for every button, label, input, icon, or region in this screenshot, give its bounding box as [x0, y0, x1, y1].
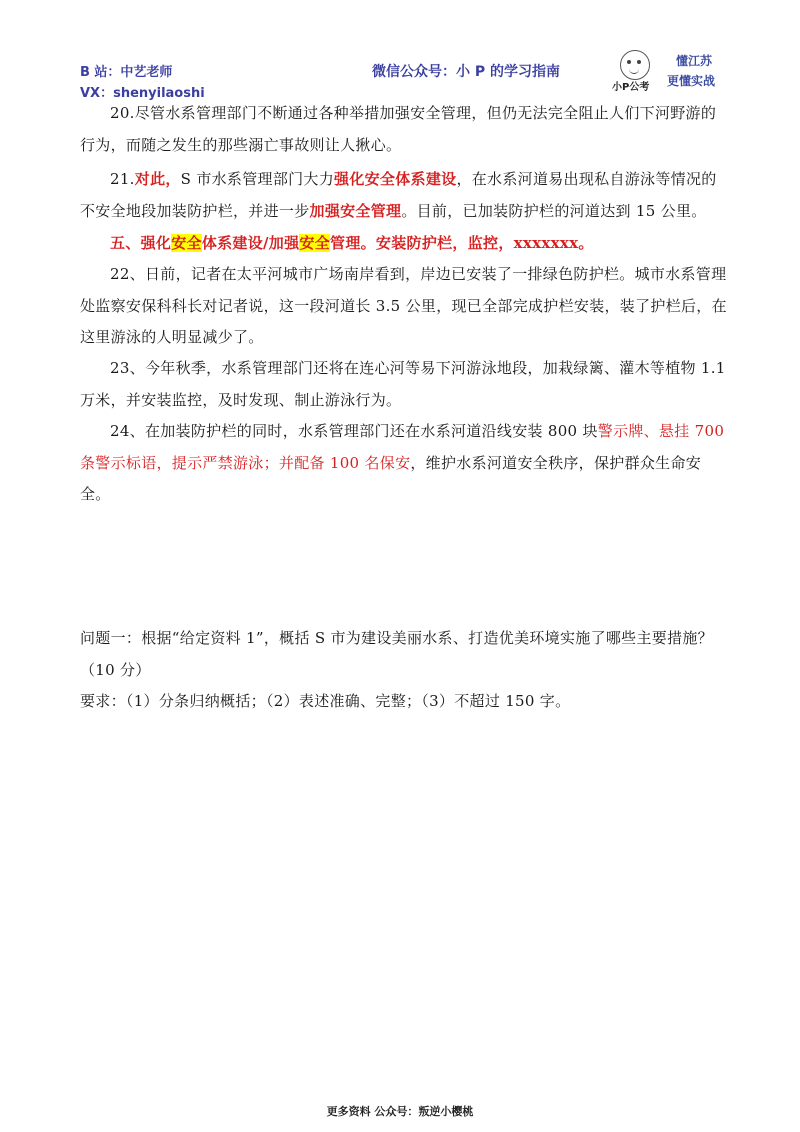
- note5-highlight-2: 安全: [299, 234, 331, 252]
- answer-note-5: [80, 228, 730, 260]
- question-1: 问题一：根据“给定资料 1”，概括 S 市为建设美丽水系、打造优美环境实施了哪些主要措施？（10 分）: [80, 629, 713, 679]
- paragraph-23: 23、今年秋季，水系管理部门还将在连心河等易下河游泳地段，加栽绿篱、灌木等植物 1.1 万米，并安装监控，及时发现、制止游泳行为。: [80, 359, 726, 409]
- p21-number: 21.: [110, 170, 135, 188]
- logo-slogan-1: 懂江苏: [676, 54, 713, 68]
- p21-text-3: 。目前，已加装防护栏的河道达到 15 公里。: [401, 201, 707, 220]
- note5-part-2: 体系建设/加强: [201, 234, 300, 252]
- p24-key: 警示牌、悬挂 700 条警示标语，提示严禁游泳；并配备 100 名保安: [80, 422, 725, 472]
- cartoon-face-icon: [620, 50, 650, 80]
- official-account-label: 微信公众号：小 P 的学习指南: [372, 64, 561, 80]
- p21-key-1: 强化安全体系建设: [334, 170, 457, 188]
- brand-logo: [612, 50, 732, 94]
- paragraph-20: 20.尽管水系管理部门不断通过各种举措加强安全管理，但仍无法完全阻止人们下河野游的行为，而随之发生的那些溺亡事故则让人揪心。: [80, 104, 717, 154]
- logo-brand: 小P公考: [612, 82, 650, 93]
- wechat-id-label: VX：shenyilaoshi: [80, 86, 205, 101]
- question-requirements: 要求：（1）分条归纳概括；（2）表述准确、完整；（3）不超过 150 字。: [80, 692, 571, 710]
- note5-part-3: 管理。安装防护栏，监控，xxxxxxx。: [330, 234, 594, 252]
- paragraph-24: [80, 416, 730, 511]
- paragraph-21: [80, 164, 730, 227]
- p21-lead: 对此，: [134, 170, 181, 188]
- p24-text-2: ，维护水系河道安全秩序，保护群众生命安全。: [80, 453, 702, 503]
- p21-key-2: 加强安全管理: [309, 201, 402, 220]
- p21-text-2: ，在水系河道易出现私自游泳等情况的不安全地段加装防护栏，并进一步: [80, 170, 717, 220]
- page-footer: 更多资料 公众号：叛逆小樱桃: [326, 1105, 474, 1118]
- note5-highlight-1: 安全: [171, 234, 202, 252]
- paragraph-22: 22、日前，记者在太平河城市广场南岸看到，岸边已安装了一排绿色防护栏。城市水系管理处监察安保科科长对记者说，这一段河道长 3.5 公里，现已全部完成护栏安装，装了护栏后，在这里游泳的人明显减少了。: [80, 265, 727, 346]
- bilibili-label: B 站：中艺老师: [80, 65, 173, 80]
- p24-text-1: 24、在加装防护栏的同时，水系管理部门还在水系河道沿线安装 800 块: [110, 422, 598, 440]
- logo-slogan-2: 更懂实战: [667, 74, 716, 88]
- p21-text-1: S 市水系管理部门大力: [180, 170, 335, 188]
- note5-part-1: 五、强化: [110, 234, 172, 252]
